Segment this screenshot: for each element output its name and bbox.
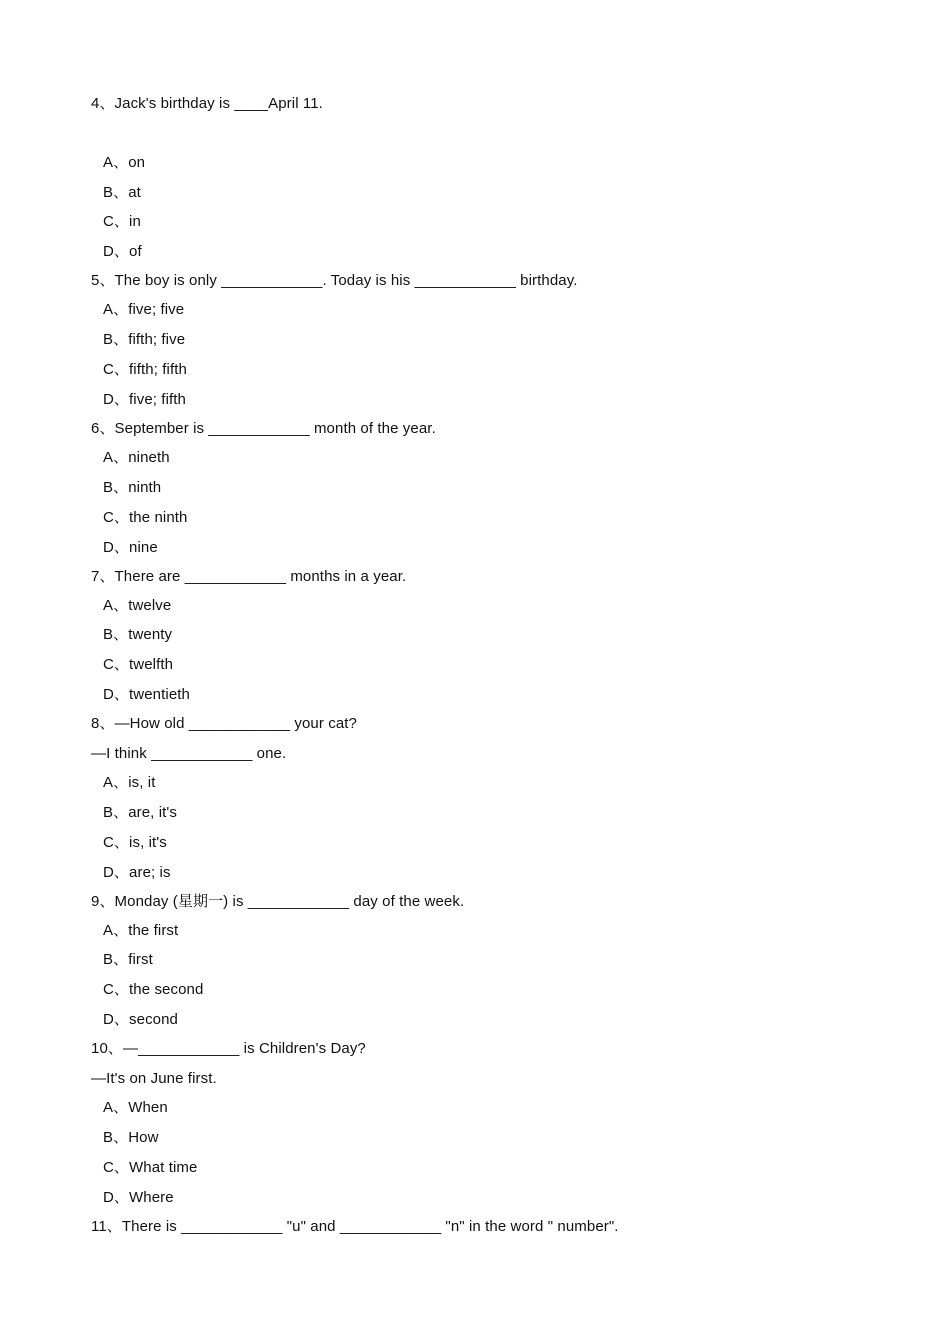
question-5-option-a: A、five; five	[103, 301, 185, 318]
question-8-option-d: D、are; is	[103, 864, 171, 881]
question-6-option-b: B、ninth	[103, 479, 162, 496]
question-7-option-a: A、twelve	[103, 597, 172, 614]
question-8-option-b: B、are, it's	[103, 804, 177, 821]
question-5-prompt: 5、The boy is only ____________. Today is his ____________ birthday.	[91, 272, 578, 289]
question-4-option-d: D、of	[103, 243, 142, 260]
question-11-prompt: 11、There is ____________ "u" and ____________ "n" in the word " number".	[91, 1218, 619, 1235]
question-7-option-d: D、twentieth	[103, 686, 190, 703]
question-5-option-d: D、five; fifth	[103, 391, 186, 408]
question-10-option-a: A、When	[103, 1099, 168, 1116]
question-9-option-b: B、first	[103, 951, 153, 968]
question-9-prompt: 9、Monday (星期一) is ____________ day of the week.	[91, 893, 465, 910]
question-5-option-c: C、fifth; fifth	[103, 361, 187, 378]
question-7-option-c: C、twelfth	[103, 656, 174, 673]
question-8-reply: —I think ____________ one.	[91, 745, 287, 762]
question-8-option-a: A、is, it	[103, 774, 156, 791]
question-7-option-b: B、twenty	[103, 626, 173, 643]
question-9-option-c: C、the second	[103, 981, 204, 998]
question-9-option-d: D、second	[103, 1011, 179, 1028]
question-10-option-d: D、Where	[103, 1189, 174, 1206]
question-4-option-a: A、on	[103, 154, 146, 171]
question-4-option-c: C、in	[103, 213, 141, 230]
question-9-option-a: A、the first	[103, 922, 179, 939]
question-10-option-c: C、What time	[103, 1159, 198, 1176]
question-4-option-b: B、at	[103, 184, 141, 201]
question-8-option-c: C、is, it's	[103, 834, 167, 851]
question-8-prompt: 8、—How old ____________ your cat?	[91, 715, 357, 732]
question-10-option-b: B、How	[103, 1129, 159, 1146]
question-7-prompt: 7、There are ____________ months in a year.	[91, 568, 407, 585]
question-6-option-c: C、the ninth	[103, 509, 188, 526]
question-4-prompt: 4、Jack's birthday is ____April 11.	[91, 95, 323, 112]
question-10-reply: —It's on June first.	[91, 1070, 217, 1087]
question-6-option-d: D、nine	[103, 539, 158, 556]
question-6-prompt: 6、September is ____________ month of the year.	[91, 420, 436, 437]
question-10-prompt: 10、—____________ is Children's Day?	[91, 1040, 366, 1057]
question-6-option-a: A、nineth	[103, 449, 170, 466]
question-5-option-b: B、fifth; five	[103, 331, 186, 348]
